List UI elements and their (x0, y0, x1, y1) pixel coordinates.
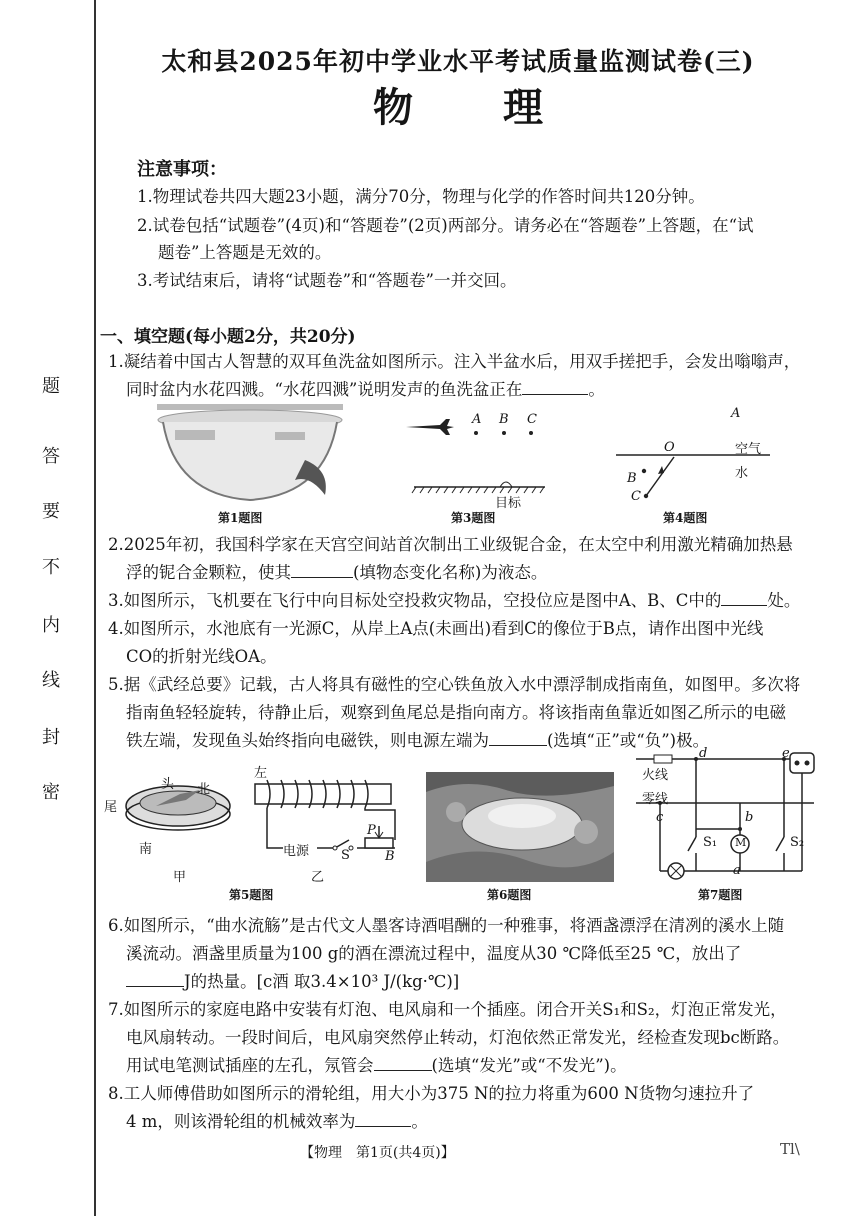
q7-line: 7.如图所示的家庭电路中安装有灯泡、电风扇和一个插座。闭合开关S₁和S₂，灯泡正常发光， (108, 1000, 787, 1019)
q7-text: (选填“发光”或“不发光”)。 (431, 1056, 627, 1075)
fig5-caption: 第5题图 (229, 888, 274, 902)
notice-item: 1.物理试卷共四大题23小题，满分70分，物理与化学的作答时间共120分钟。 (137, 187, 705, 206)
q2-line (126, 559, 547, 583)
live-wire-label: 火线 (642, 768, 669, 783)
q3-line (108, 587, 800, 611)
point-d-label: d (699, 746, 708, 761)
fig1-basin-photo (155, 400, 345, 508)
left-end-label: 左 (254, 766, 268, 781)
fig4-label-o: O (664, 440, 675, 455)
fig5-jia-fish-diagram (120, 770, 240, 840)
neutral-wire-label: 零线 (642, 792, 669, 807)
fig4-air-label: 空气 (735, 442, 762, 457)
q1-line (126, 376, 605, 400)
answer-blank[interactable] (721, 591, 767, 606)
answer-blank[interactable] (374, 1056, 432, 1071)
q8-line (126, 1108, 428, 1132)
q2-text: 浮的铌合金颗粒，使其 (126, 563, 291, 582)
side-char: 不 (42, 557, 60, 578)
q5-text: (选填“正”或“负”)极。 (547, 731, 710, 750)
q7-text: 用试电笔测试插座的左孔，氖管会 (126, 1056, 374, 1075)
answer-blank[interactable] (489, 731, 547, 746)
fig7-caption: 第7题图 (698, 888, 743, 902)
q3-text: 3.如图所示，飞机要在飞行中向目标处空投救灾物品，空投位应是图中A、B、C中的 (108, 591, 722, 610)
south-label: 南 (139, 842, 153, 857)
side-char: 线 (42, 670, 60, 691)
q5-line (126, 727, 709, 751)
fig1-caption: 第1题图 (218, 511, 263, 525)
airplane-icon (406, 419, 454, 435)
q1-text: 同时盆内水花四溅。“水花四溅”说明发声的鱼洗盆正在 (126, 380, 523, 399)
q2-line: 2.2025年初，我国科学家在天宫空间站首次制出工业级铌合金，在太空中利用激光精确加热悬 (108, 535, 793, 554)
fan-m-label: M (735, 836, 747, 849)
side-char: 密 (42, 782, 60, 803)
q8-text: 4 m，则该滑轮组的机械效率为 (126, 1112, 356, 1131)
answer-blank[interactable] (291, 563, 353, 578)
q4-line: CO的折射光线OA。 (126, 647, 277, 666)
q5-line: 5.据《武经总要》记载，古人将具有磁性的空心铁鱼放入水中漂浮制成指南鱼，如图甲。多次将 (108, 675, 801, 694)
q6-line: 6.如图所示，“曲水流觞”是古代文人墨客诗酒唱酬的一种雅事，将酒盏漂浮在清冽的溪水上随 (108, 916, 785, 935)
fig5-yi-electromagnet (245, 770, 415, 860)
notice-item: 题卷”上答题是无效的。 (158, 243, 332, 262)
q8-text: 。 (411, 1112, 428, 1131)
q7-line (126, 1052, 627, 1076)
q5-text: 铁左端，发现鱼头始终指向电磁铁，则电源左端为 (126, 731, 489, 750)
fig3-label-c: C (527, 412, 537, 427)
corner-mark: Tl\ (780, 1140, 800, 1158)
notice-heading: 注意事项： (137, 159, 227, 180)
fig3-label-b: B (499, 412, 509, 427)
answer-blank[interactable] (522, 380, 588, 395)
fig3-target-label: 目标 (495, 496, 522, 511)
fig3-label-a: A (472, 412, 482, 427)
q4-line: 4.如图所示，水池底有一光源C，从岸上A点(未画出)看到C的像位于B点，请作出图中光线 (108, 619, 764, 638)
fish-tail-label: 尾 (104, 800, 118, 815)
power-source-label: 电源 (283, 844, 310, 859)
end-b-label: B (385, 849, 395, 864)
side-char: 内 (42, 615, 60, 636)
side-char: 要 (42, 501, 60, 522)
point-e-label: e (782, 746, 790, 761)
fig4-label-a: A (731, 406, 741, 421)
north-label: 北 (197, 782, 211, 797)
binding-line (94, 0, 96, 1216)
switch-s2-label: S₂ (790, 835, 805, 850)
notice-item: 3.考试结束后，请将“试题卷”和“答题卷”一并交回。 (137, 271, 517, 290)
fig4-water-label: 水 (735, 466, 749, 481)
subject-title: 物理 (373, 84, 633, 131)
fig4-caption: 第4题图 (663, 511, 708, 525)
answer-blank[interactable] (355, 1112, 411, 1127)
side-char: 封 (42, 727, 60, 748)
q6-text: J的热量。[c酒 取3.4×10³ J/(kg·℃)] (184, 972, 460, 991)
point-a-label: a (733, 863, 741, 878)
fig3-caption: 第3题图 (451, 511, 496, 525)
fig5-yi-label: 乙 (311, 870, 325, 885)
side-char: 题 (42, 376, 60, 397)
q7-line: 电风扇转动。一段时间后，电风扇突然停止转动，灯泡依然正常发光，经检查发现bc断路。 (126, 1028, 790, 1047)
q1-text: 。 (588, 380, 605, 399)
answer-blank[interactable] (126, 972, 184, 987)
q3-text: 处。 (767, 591, 801, 610)
q2-text: (填物态变化名称)为液态。 (353, 563, 548, 582)
fig5-jia-label: 甲 (173, 870, 187, 885)
page-footer: 【物理 第1页(共4页)】 (300, 1145, 455, 1161)
exam-title: 太和县2025年初中学业水平考试质量监测试卷(三) (161, 47, 755, 76)
section-heading: 一、填空题(每小题2分，共20分) (100, 327, 356, 347)
fig4-label-b: B (627, 471, 637, 486)
point-b-label: b (745, 810, 754, 825)
q6-line (126, 968, 459, 992)
switch-s1-label: S₁ (703, 835, 718, 850)
q5-line: 指南鱼轻轻旋转，待静止后，观察到鱼尾总是指向南方。将该指南鱼靠近如图乙所示的电磁 (126, 703, 786, 722)
fig4-label-c: C (631, 489, 641, 504)
switch-s-label: S (341, 848, 350, 863)
fish-head-label: 头 (161, 777, 175, 792)
q8-line: 8.工人师傅借助如图所示的滑轮组，用大小为375 N的拉力将重为600 N货物匀速拉升了 (108, 1084, 755, 1103)
fig6-wine-cup-photo (426, 772, 614, 882)
side-char: 答 (42, 446, 60, 467)
slider-p-label: P (367, 823, 376, 838)
point-c-label: c (656, 810, 664, 825)
notice-item: 2.试卷包括“试题卷”(4页)和“答题卷”(2页)两部分。请务必在“答题卷”上答题，在“试 (137, 216, 754, 235)
q1-line: 1.凝结着中国古人智慧的双耳鱼洗盆如图所示。注入半盆水后，用双手搓把手，会发出嗡嗡声， (108, 352, 801, 371)
fig6-caption: 第6题图 (487, 888, 532, 902)
q6-line: 溪流动。酒盏里质量为100 g的酒在漂流过程中，温度从30 ℃降低至25 ℃，放出了 (126, 944, 742, 963)
